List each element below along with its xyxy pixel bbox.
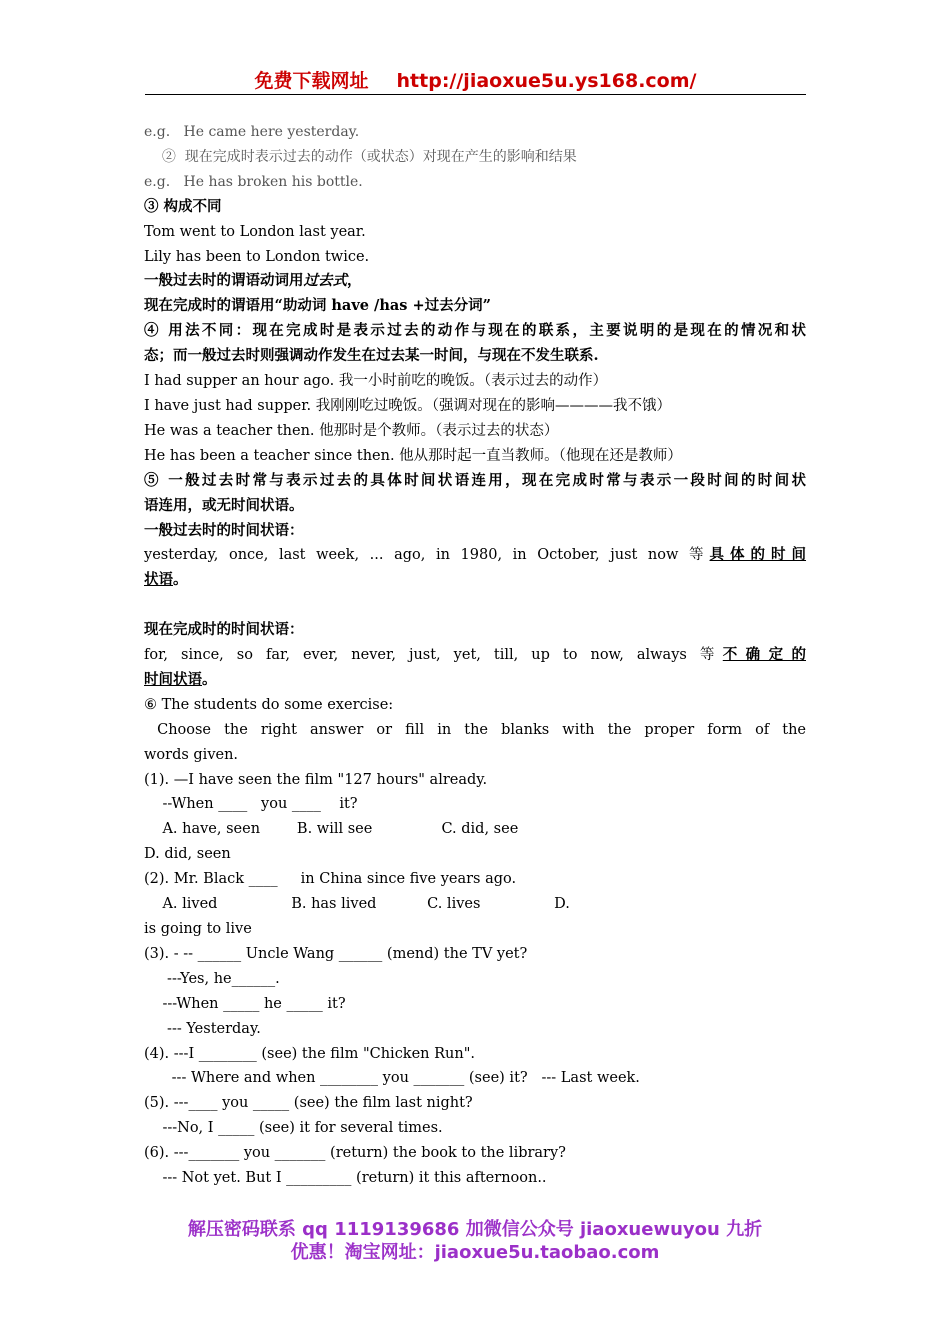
section-heading: ③ 构成不同 xyxy=(144,197,222,215)
question-line: --- Yesterday. xyxy=(144,1020,261,1037)
page-header xyxy=(145,66,806,95)
text-line xyxy=(144,269,806,294)
text-line: 现在完成时的时间状语： xyxy=(144,621,304,639)
blank-line xyxy=(144,593,806,618)
text-span: yesterday, once, last week, ... ago, in 1980, in October, just now 等 xyxy=(144,547,710,564)
header-label: 免费下载网址 xyxy=(254,70,369,92)
text-line: I have just had supper. 我刚刚吃过晚饭。（强调对现在的影响————我不饿） xyxy=(144,397,672,414)
question-line: ---When _____ he _____ it? xyxy=(144,995,346,1012)
text-line: ④ 用法不同：现在完成时是表示过去的动作与现在的联系，主要说明的是现在的情况和状 xyxy=(144,322,806,340)
answer-options: A. lived B. has lived C. lives D. xyxy=(144,896,570,913)
question-line: (5). ---____ you _____ (see) the film last night? xyxy=(144,1095,473,1112)
document-body xyxy=(144,120,806,1191)
question-line: ---No, I _____ (see) it for several times. xyxy=(144,1120,443,1137)
text-line: 一般过去时的时间状语： xyxy=(144,521,304,539)
answer-options: A. have, seen B. will see C. did, see xyxy=(144,821,519,838)
text-line xyxy=(144,543,806,568)
text-line: e.g. He came here yesterday. xyxy=(144,124,360,140)
text-line: I had supper an hour ago. 我一小时前吃的晚饭。（表示过去的动作） xyxy=(144,373,608,390)
text-line: Choose the right answer or fill in the blanks with the proper form of the xyxy=(144,721,807,738)
text-line: ② 现在完成时表示过去的动作（或状态）对现在产生的影响和结果 xyxy=(144,148,577,165)
text-line: He has been a teacher since then. 他从那时起一直当教师。（他现在还是教师） xyxy=(144,447,682,464)
question-line: ---Yes, he______. xyxy=(144,970,280,987)
text-line: Tom went to London last year. xyxy=(144,223,366,240)
text-span: ， xyxy=(347,272,362,290)
question-line: (3). - -- ______ Uncle Wang ______ (mend) the TV yet? xyxy=(144,945,528,962)
question-line: (4). ---I ________ (see) the film "Chicken Run". xyxy=(144,1045,476,1062)
text-line: words given. xyxy=(144,746,239,763)
question-line: (6). ---_______ you _______ (return) the book to the library? xyxy=(144,1145,566,1162)
page-footer xyxy=(120,1218,830,1264)
question-line: --- Not yet. But I _________ (return) it this afternoon.. xyxy=(144,1170,547,1187)
underlined-span: 状语 xyxy=(144,571,173,589)
underlined-span: 时间状语 xyxy=(144,670,202,688)
text-line: He was a teacher then. 他那时是个教师。（表示过去的状态） xyxy=(144,422,559,439)
question-line: --- Where and when ________ you _______ (see) it? --- Last week. xyxy=(144,1070,640,1087)
question-line: (1). —I have seen the film "127 hours" already. xyxy=(144,771,488,788)
text-line xyxy=(144,668,806,693)
underlined-span: 不确定的 xyxy=(722,646,806,664)
text-line: ⑥ The students do some exercise: xyxy=(144,696,394,713)
header-url-link[interactable]: http://jiaoxue5u.ys168.com/ xyxy=(396,70,697,92)
underlined-span: 具体的时间 xyxy=(709,546,807,564)
text-line: Lily has been to London twice. xyxy=(144,248,370,265)
footer-line: 解压密码联系 qq 1119139686 加微信公众号 jiaoxuewuyou 九折 xyxy=(187,1219,763,1240)
text-line: 语连用，或无时间状语。 xyxy=(144,496,304,514)
text-line: 现在完成时的谓语用“助动词 have /has +过去分词” xyxy=(144,297,491,315)
footer-line: 优惠！淘宝网址：jiaoxue5u.taobao.com xyxy=(290,1242,660,1263)
question-line: --When ____ you ____ it? xyxy=(144,796,358,813)
text-span: 一般过去时的谓语动词用 xyxy=(144,272,304,290)
text-span: for, since, so far, ever, never, just, yet, till, up to now, always 等 xyxy=(144,647,723,664)
text-line: 态；而一般过去时则强调动作发生在过去某一时间，与现在不发生联系. xyxy=(144,347,599,365)
answer-options: D. did, seen xyxy=(144,846,231,863)
text-line xyxy=(144,643,806,668)
text-span: 。 xyxy=(173,571,188,589)
text-line: e.g. He has broken his bottle. xyxy=(144,173,363,190)
question-line: (2). Mr. Black ____ in China since five years ago. xyxy=(144,871,517,888)
text-span: 。 xyxy=(202,670,217,688)
text-line xyxy=(144,568,806,593)
text-line: ⑤ 一般过去时常与表示过去的具体时间状语连用，现在完成时常与表示一段时间的时间状 xyxy=(144,471,806,489)
answer-options: is going to live xyxy=(144,921,252,937)
text-span-italic: 过去式 xyxy=(303,272,347,290)
